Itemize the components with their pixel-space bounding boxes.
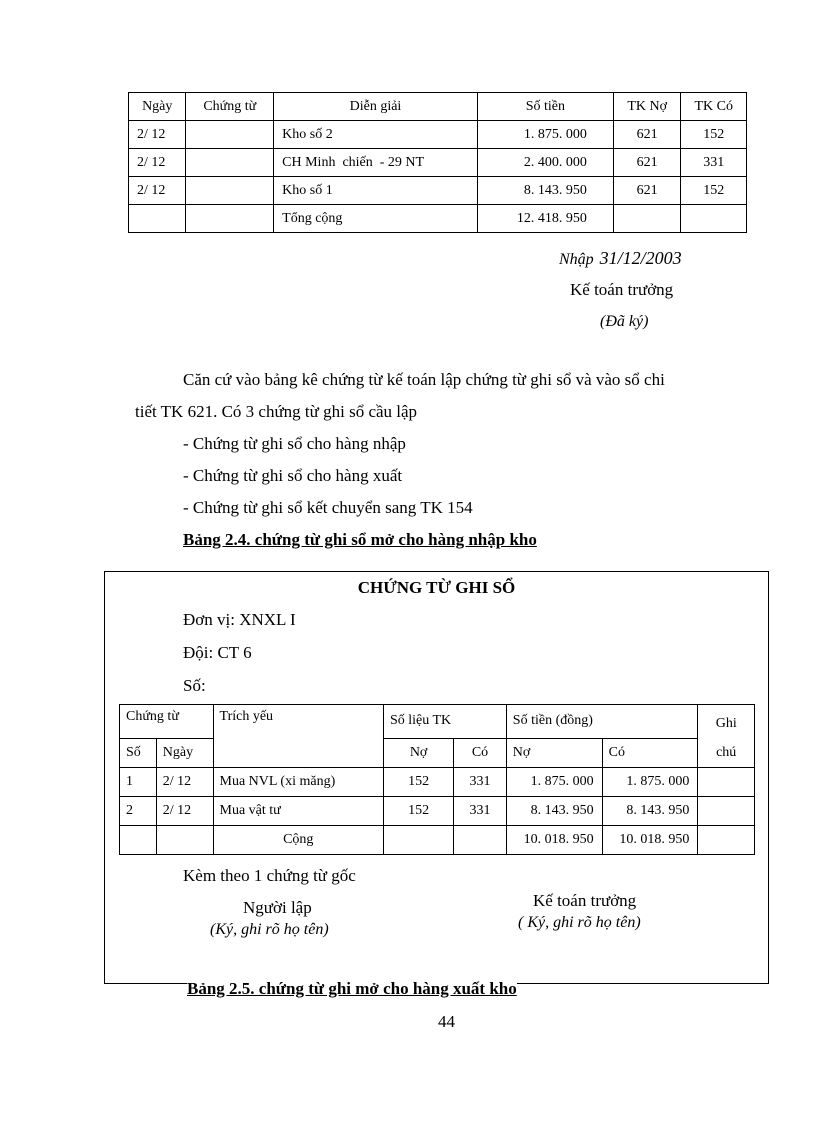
- chief-accountant-note: ( Ký, ghi rõ họ tên): [518, 914, 641, 931]
- header-cell: TK Có: [681, 93, 747, 121]
- table-cell: [698, 768, 755, 797]
- table-cell: 12. 418. 950: [477, 205, 613, 233]
- table-cell: 621: [613, 149, 681, 177]
- table-total-row: [120, 826, 755, 855]
- table-cell: 331: [681, 149, 747, 177]
- table-cell: Mua vật tư: [213, 797, 383, 826]
- table-cell: [186, 149, 274, 177]
- table-row: [120, 797, 755, 826]
- table-header-row: [120, 705, 755, 739]
- table-header-row: [129, 93, 747, 121]
- table-cell: 2/ 12: [156, 768, 213, 797]
- preparer-title: Người lập: [243, 898, 312, 917]
- nhap-date-line: [559, 248, 682, 269]
- page-number: 44: [438, 1012, 455, 1031]
- header-cell: Ghi chú: [698, 705, 755, 768]
- header-cell: Có: [454, 738, 507, 767]
- header-cell: Ngày: [156, 738, 213, 767]
- table-total-row: [129, 205, 747, 233]
- table-cell: [383, 826, 453, 855]
- table-cell: [186, 121, 274, 149]
- paragraph-line: tiết TK 621. Có 3 chứng từ ghi sổ cầu lập: [135, 402, 418, 421]
- table-cell: 2/ 12: [129, 121, 186, 149]
- header-cell: Diễn giải: [274, 93, 478, 121]
- table-cell: 152: [681, 177, 747, 205]
- table-cell: 331: [454, 768, 507, 797]
- bullet-item: - Chứng từ ghi sổ kết chuyển sang TK 154: [183, 498, 473, 517]
- table-cell: [681, 205, 747, 233]
- table-cell: 10. 018. 950: [506, 826, 602, 855]
- table-cell: 1. 875. 000: [477, 121, 613, 149]
- preparer-note: (Ký, ghi rõ họ tên): [210, 921, 329, 938]
- team-line: Đội: CT 6: [183, 643, 252, 662]
- top-ledger-table: [128, 92, 747, 233]
- paragraph-line: Căn cứ vào bảng kê chứng từ kế toán lập chứng từ ghi sổ và vào sổ chi: [183, 370, 665, 389]
- number-line: Số:: [183, 676, 206, 695]
- table-cell: 8. 143. 950: [477, 177, 613, 205]
- table-cell: [698, 826, 755, 855]
- table-row: [129, 177, 747, 205]
- table-cell: 621: [613, 121, 681, 149]
- table-cell: Tổng cộng: [274, 205, 478, 233]
- table-cell: Kho số 1: [274, 177, 478, 205]
- table-cell: 2. 400. 000: [477, 149, 613, 177]
- table-cell: 152: [681, 121, 747, 149]
- table-cell: 621: [613, 177, 681, 205]
- table-cell: CH Minh chiến - 29 NT: [274, 149, 478, 177]
- table-cell: [156, 826, 213, 855]
- table-cell: Cộng: [213, 826, 383, 855]
- header-cell: Số tiền (đồng): [506, 705, 698, 739]
- table-row: [120, 768, 755, 797]
- sign-date: 31/12/2003: [599, 248, 682, 268]
- header-cell: Chứng từ: [186, 93, 274, 121]
- table-cell: 152: [383, 768, 453, 797]
- table-cell: [454, 826, 507, 855]
- table-cell: 1. 875. 000: [506, 768, 602, 797]
- table-cell: 2/ 12: [156, 797, 213, 826]
- unit-line: Đơn vị: XNXL I: [183, 610, 296, 629]
- table-cell: [186, 177, 274, 205]
- header-cell: Số tiền: [477, 93, 613, 121]
- header-cell: Trích yếu: [213, 705, 383, 768]
- header-cell: Ngày: [129, 93, 186, 121]
- table-cell: 2/ 12: [129, 177, 186, 205]
- table-cell: 8. 143. 950: [602, 797, 698, 826]
- table-cell: 2/ 12: [129, 149, 186, 177]
- table-cell: [613, 205, 681, 233]
- nhap-label: Nhập: [559, 251, 594, 268]
- voucher-title: CHỨNG TỪ GHI SỔ: [357, 578, 516, 597]
- header-cell: Nợ: [383, 738, 453, 767]
- signed-note: (Đã ký): [600, 313, 649, 330]
- table-row: [129, 149, 747, 177]
- table-caption: Bảng 2.4. chứng từ ghi sổ mở cho hàng nhập kho: [183, 530, 537, 549]
- header-cell: Nợ: [506, 738, 602, 767]
- table-cell: 10. 018. 950: [602, 826, 698, 855]
- table-cell: 8. 143. 950: [506, 797, 602, 826]
- table-row: [129, 121, 747, 149]
- header-cell: Số liệu TK: [383, 705, 506, 739]
- chief-accountant-title: Kế toán trưởng: [570, 280, 674, 299]
- table-cell: 1: [120, 768, 157, 797]
- table-cell: 1. 875. 000: [602, 768, 698, 797]
- table-cell: [698, 797, 755, 826]
- header-cell: Có: [602, 738, 698, 767]
- table-cell: [129, 205, 186, 233]
- header-cell: Chứng từ: [120, 705, 214, 739]
- header-cell: Số: [120, 738, 157, 767]
- chief-accountant-title: Kế toán trưởng: [533, 891, 637, 910]
- voucher-table: [119, 704, 755, 855]
- table-cell: [120, 826, 157, 855]
- table-cell: [186, 205, 274, 233]
- table-cell: Mua NVL (xi măng): [213, 768, 383, 797]
- table-cell: Kho số 2: [274, 121, 478, 149]
- table-caption: Bảng 2.5. chứng từ ghi mở cho hàng xuất kho: [187, 979, 517, 998]
- table-cell: 152: [383, 797, 453, 826]
- header-cell: TK Nợ: [613, 93, 681, 121]
- bullet-item: - Chứng từ ghi sổ cho hàng xuất: [183, 466, 403, 485]
- bullet-item: - Chứng từ ghi sổ cho hàng nhập: [183, 434, 406, 453]
- table-cell: 2: [120, 797, 157, 826]
- table-cell: 331: [454, 797, 507, 826]
- attachment-line: Kèm theo 1 chứng từ gốc: [183, 866, 356, 885]
